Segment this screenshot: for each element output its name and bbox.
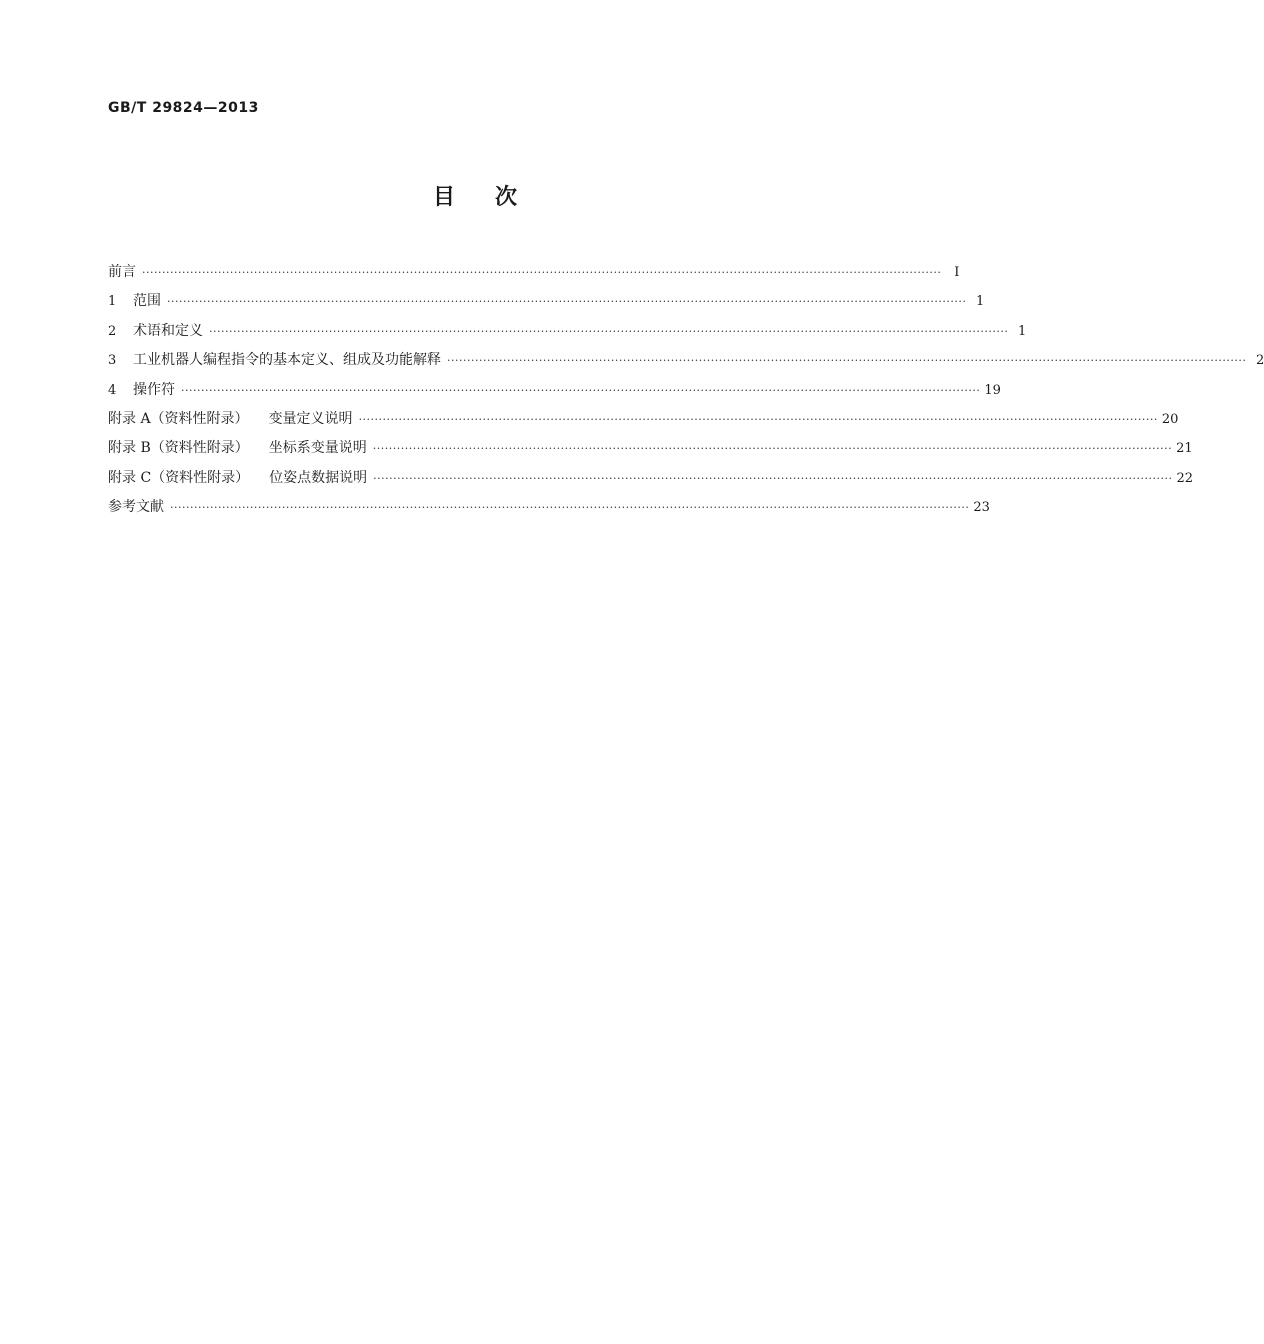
toc-entry-page: 22 (1176, 470, 1194, 486)
page-title: 目次 (432, 185, 557, 210)
toc-entry-label: 附录 C（资料性附录） (108, 469, 250, 486)
toc-entry-number: 1 (108, 294, 117, 310)
toc-entry-page: 23 (973, 500, 990, 516)
toc-entry-subtitle: 变量定义说明 (268, 410, 353, 427)
toc-entry-label: 工业机器人编程指令的基本定义、组成及功能解释 (133, 352, 441, 369)
toc-entry-foreword[interactable] (108, 258, 960, 287)
toc-entry-scope[interactable] (108, 287, 985, 316)
toc-entry-label: 范围 (133, 293, 161, 310)
toc-entry-page: Ⅰ (954, 265, 960, 280)
toc-entry-number: 2 (108, 323, 117, 339)
toc-entry-label: 操作符 (133, 381, 175, 398)
toc-entry-terms[interactable] (108, 317, 1027, 346)
toc-entry-page: 1 (976, 294, 985, 310)
toc-entry-page: 21 (1176, 441, 1193, 457)
toc-entry-appendix-c[interactable] (108, 464, 1194, 493)
toc-entry-label: 参考文献 (108, 499, 164, 516)
toc-entry-page: 20 (1161, 411, 1179, 427)
toc-entry-page: 19 (984, 382, 1001, 398)
toc-leader-dots: ········································································································································································································ (447, 354, 1247, 368)
toc-leader-dots: ········································································································································································································ (142, 266, 942, 279)
toc-entry-appendix-b[interactable] (108, 434, 1193, 463)
standard-code: GB/T 29824—2013 (108, 100, 259, 116)
toc-leader-dots: ········································································································································································································ (372, 442, 1173, 456)
toc-entry-references[interactable] (108, 493, 990, 522)
toc-leader-dots: ········································································································································································································ (181, 383, 981, 397)
toc-entry-number: 4 (108, 382, 117, 398)
toc-entry-label: 前言 (108, 264, 136, 280)
table-of-contents (108, 258, 1264, 523)
toc-leader-dots: ········································································································································································································ (167, 295, 967, 309)
toc-leader-dots: ········································································································································································································ (373, 471, 1173, 485)
toc-entry-appendix-a[interactable] (108, 405, 1179, 434)
toc-entry-page: 2 (1256, 353, 1264, 369)
toc-entry-label: 附录 A（资料性附录） (108, 410, 249, 427)
toc-entry-instructions[interactable] (108, 346, 1264, 375)
toc-entry-label: 附录 B（资料性附录） (108, 440, 249, 457)
toc-entry-subtitle: 位姿点数据说明 (269, 469, 368, 486)
toc-entry-operators[interactable] (108, 376, 1001, 405)
toc-leader-dots: ········································································································································································································ (170, 501, 970, 515)
toc-entry-page: 1 (1018, 323, 1027, 339)
toc-entry-label: 术语和定义 (133, 322, 203, 339)
toc-leader-dots: ········································································································································································································ (209, 324, 1009, 338)
toc-entry-number: 3 (108, 353, 117, 369)
toc-entry-subtitle: 坐标系变量说明 (268, 440, 367, 457)
toc-leader-dots: ········································································································································································································ (358, 412, 1158, 426)
